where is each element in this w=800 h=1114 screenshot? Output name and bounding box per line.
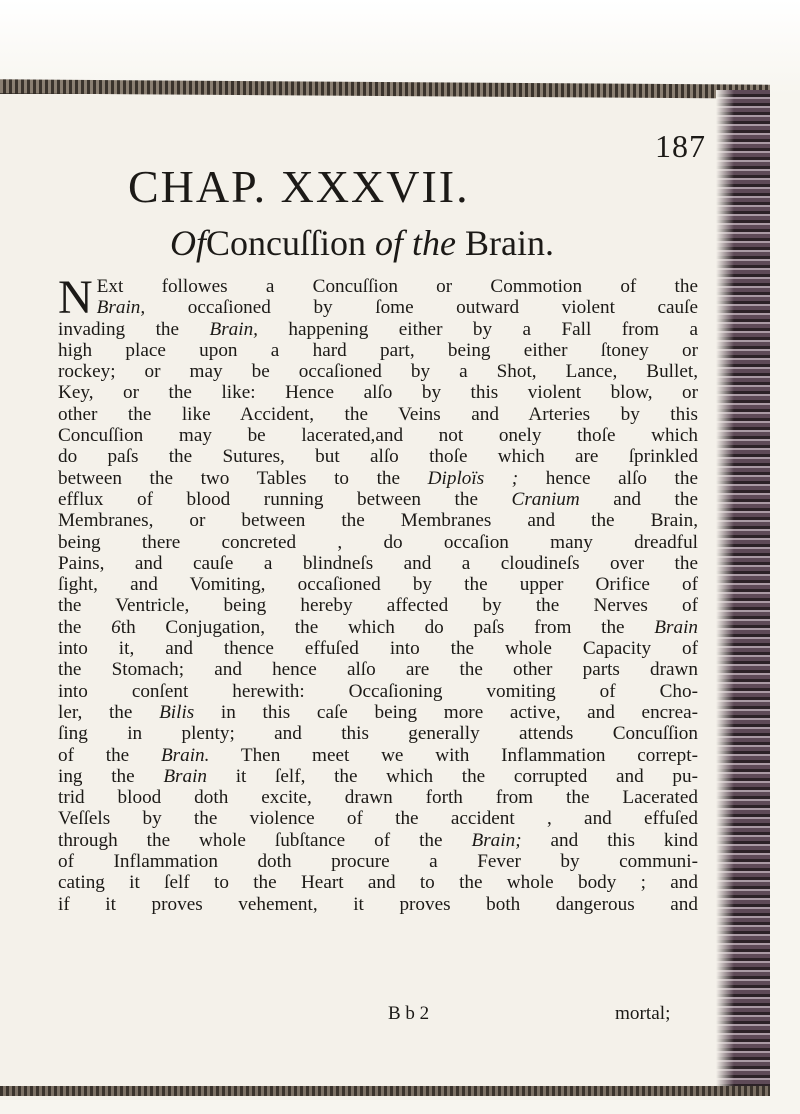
- text-line: efflux of blood running between the Cranium and the: [58, 488, 698, 510]
- title-of: Of: [170, 223, 206, 263]
- page-number: 187: [655, 128, 706, 164]
- signature-mark: B b 2: [388, 1003, 430, 1024]
- text-line: invading the Brain, happening either by a Fall from a: [58, 318, 698, 340]
- text-line: into conſent herewith: Occaſioning vomiting of Cho-: [58, 680, 698, 702]
- text-line: ler, the Bilis in this caſe being more active, and encrea-: [58, 701, 698, 723]
- text-line: rockey; or may be occaſioned by a Shot, Lance, Bullet,: [58, 361, 698, 383]
- drop-cap: N: [58, 271, 93, 324]
- text-line: of the Brain. Then meet we with Inflammation corrept-: [58, 744, 698, 766]
- text-line: ſight, and Vomiting, occaſioned by the upper Orifice of: [58, 574, 698, 596]
- text-line: Concuſſion may be lacerated,and not onely thoſe which: [58, 425, 698, 447]
- text-line: if it proves vehement, it proves both dangerous and: [58, 893, 698, 915]
- text-line: Ext followes a Concuſſion or Commotion of the: [96, 276, 698, 297]
- title-of-the: of the: [375, 223, 456, 263]
- text-line: Membranes, or between the Membranes and the Brain,: [58, 510, 698, 532]
- text-line: of Inflammation doth procure a Fever by communi-: [58, 851, 698, 873]
- text-line: Brain, occaſioned by ſome outward violent cauſe: [96, 297, 698, 319]
- title-concussion: Concuſſion: [206, 223, 366, 263]
- text-line: trid blood doth excite, drawn forth from the Lacerated: [58, 787, 698, 809]
- text-line: other the like Accident, the Veins and Arteries by this: [58, 403, 698, 425]
- text-line: the 6th Conjugation, the which do paſs from the Brain: [58, 616, 698, 638]
- title-brain: Brain.: [464, 223, 554, 263]
- text-line: the Stomach; and hence alſo are the other parts drawn: [58, 659, 698, 681]
- text-line: being there concreted , do occaſion many dreadful: [58, 531, 698, 553]
- text-line: cating it ſelf to the Heart and to the whole body ; and: [58, 872, 698, 894]
- catchword: mortal;: [615, 1003, 671, 1024]
- page-right-edge: [716, 90, 770, 1090]
- body-text: [58, 271, 698, 915]
- page-bottom-edge: [0, 1086, 770, 1096]
- text-line: high place upon a hard part, being either ſtoney or: [58, 339, 698, 361]
- text-line: ſing in plenty; and this generally attends Concuſſion: [58, 723, 698, 745]
- text-line: between the two Tables to the Diploïs ; hence alſo the: [58, 467, 698, 489]
- text-line: Key, or the like: Hence alſo by this violent blow, or: [58, 382, 698, 404]
- text-line: ing the Brain it ſelf, the which the corrupted and pu-: [58, 765, 698, 787]
- text-line: Veſſels by the violence of the accident , and effuſed: [58, 808, 698, 830]
- chapter-title: [170, 222, 554, 264]
- text-line: through the whole ſubſtance of the Brain; and this kind: [58, 829, 698, 851]
- text-line: do paſs the Sutures, but alſo thoſe which are ſprinkled: [58, 446, 698, 468]
- text-line: Pains, and cauſe a blindneſs and a cloudineſs over the: [58, 552, 698, 574]
- text-line: the Ventricle, being hereby affected by the Nerves of: [58, 595, 698, 617]
- text-line: into it, and thence effuſed into the whole Capacity of: [58, 638, 698, 660]
- chapter-heading: CHAP. XXXVII.: [128, 161, 470, 212]
